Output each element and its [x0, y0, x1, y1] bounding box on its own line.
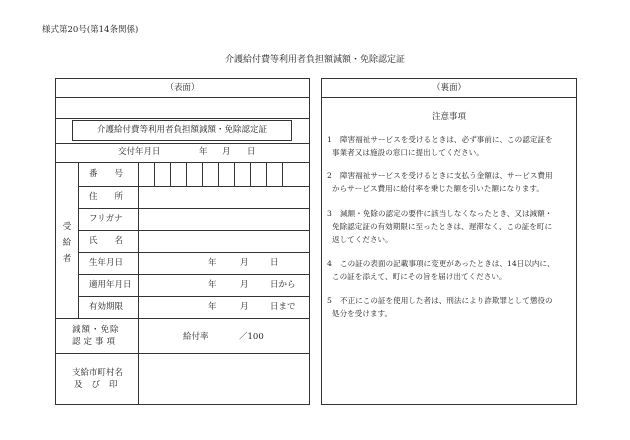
- issue-date-month: 月: [222, 147, 231, 157]
- note-3-line1: 減額・免除の認定の要件に該当しなくなったとき、又は減額・: [340, 209, 553, 218]
- valid-month: 月: [240, 302, 249, 312]
- benefit-rate-label: 給付率: [183, 332, 209, 342]
- digit-box-divider: [282, 162, 283, 186]
- applied-date-label: 適用年月日: [89, 280, 132, 290]
- note-4-number: 4: [327, 259, 332, 268]
- back-header: （裏面）: [431, 83, 466, 93]
- municipality-label-line2: 及び印: [74, 380, 127, 390]
- valid-period-label: 有効期限: [89, 302, 124, 312]
- birthdate-day: 日: [270, 258, 279, 268]
- recipient-label: 受給者: [62, 222, 72, 264]
- furigana-label: フリガナ: [89, 214, 123, 224]
- name-label: 氏 名: [89, 236, 124, 246]
- digit-box-divider: [234, 162, 235, 186]
- municipality-label-line1: 支給市町村名: [72, 368, 124, 378]
- issue-date-label: 交付年月日: [118, 147, 161, 157]
- digit-box-divider: [250, 162, 251, 186]
- note-2-number: 2: [327, 171, 332, 180]
- reduction-label-line2: 認定事項: [72, 337, 119, 347]
- valid-year: 年: [208, 302, 217, 312]
- divider: [78, 230, 310, 231]
- note-1-line1: 障害福祉サービスを受けるときは、必ず事前に、この認定証を: [340, 135, 553, 144]
- front-header: （表面）: [165, 83, 200, 93]
- issue-date-day: 日: [247, 147, 256, 157]
- note-3-number: 3: [327, 209, 332, 218]
- back-header-divider: [321, 97, 577, 98]
- benefit-rate-value: ／100: [239, 332, 264, 342]
- birthdate-year: 年: [208, 258, 217, 268]
- divider: [55, 118, 310, 119]
- note-2-line2: からサービス費用に給付率を乗じた額を引いた額になります。: [332, 184, 545, 193]
- digit-box-divider: [154, 162, 155, 186]
- note-5-number: 5: [327, 296, 332, 305]
- note-5-line1: 不正にこの証を使用した者は、刑法により詐欺罪として懲役の: [340, 296, 553, 305]
- note-1-number: 1: [327, 135, 332, 144]
- notes-title: 注意事項: [431, 112, 466, 122]
- divider: [55, 353, 310, 354]
- note-4-line1: この証の表面の記載事項に変更があったときは、14日以内に、: [340, 259, 555, 268]
- applied-month: 月: [240, 280, 249, 290]
- digit-box-divider: [266, 162, 267, 186]
- document-title: 介護給付費等利用者負担額減額・免除認定証: [224, 55, 405, 65]
- birthdate-label: 生年月日: [89, 258, 124, 268]
- divider: [78, 208, 310, 209]
- valid-until: 日まで: [270, 302, 296, 312]
- divider: [78, 296, 310, 297]
- divider: [55, 162, 310, 163]
- digit-box-divider: [202, 162, 203, 186]
- applied-from: 日から: [270, 280, 296, 290]
- note-2-line1: 障害福祉サービスを受けるときに支払う金額は、サービス費用: [340, 171, 553, 180]
- divider: [78, 252, 310, 253]
- digit-box-divider: [186, 162, 187, 186]
- address-label: 住 所: [89, 192, 124, 202]
- applied-year: 年: [208, 280, 217, 290]
- note-5-line2: 処分を受けます。: [332, 309, 393, 318]
- card-title: 介護給付費等利用者負担額減額・免除認定証: [96, 125, 267, 135]
- label-column-divider: [138, 162, 139, 405]
- number-label: 番 号: [89, 169, 124, 179]
- divider: [78, 186, 310, 187]
- issue-date-year: 年: [199, 147, 208, 157]
- digit-box-divider: [218, 162, 219, 186]
- note-3-line2: 免除認定証の有効期限に至ったときは、遅滞なく、この証を町に: [332, 222, 553, 231]
- reduction-label-line1: 減額・免除: [72, 325, 120, 335]
- divider: [78, 274, 310, 275]
- form-number: 様式第20号(第14条関係): [42, 25, 139, 35]
- note-1-line2: 事業者又は施設の窓口に提出してください。: [332, 148, 484, 157]
- note-4-line2: この証を添えて、町にその旨を届け出てください。: [332, 272, 507, 281]
- divider: [55, 143, 310, 144]
- note-3-line3: 返してください。: [332, 235, 393, 244]
- digit-box-divider: [170, 162, 171, 186]
- divider: [55, 318, 310, 319]
- front-header-divider: [55, 97, 310, 98]
- birthdate-month: 月: [240, 258, 249, 268]
